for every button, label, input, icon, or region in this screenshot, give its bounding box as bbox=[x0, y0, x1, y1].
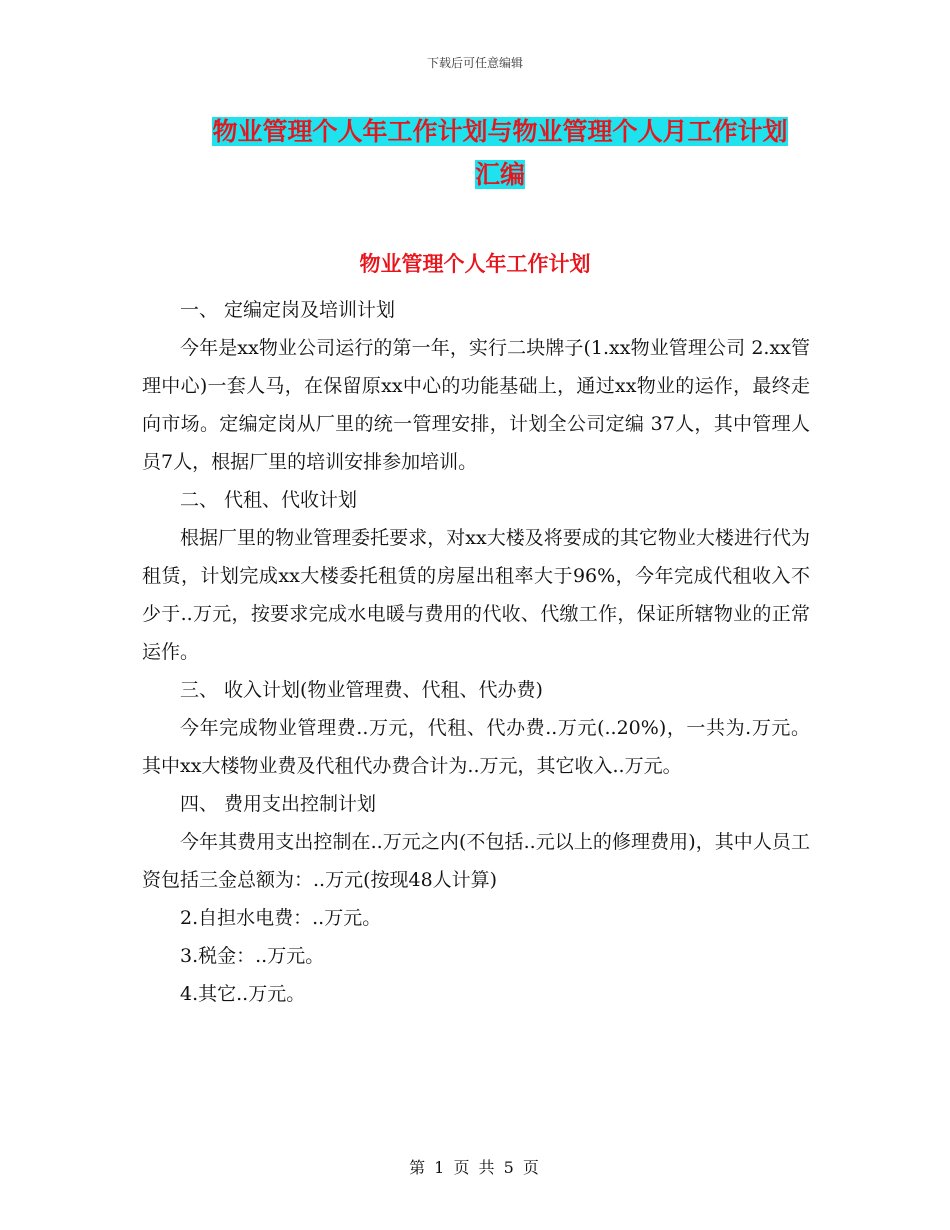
document-body bbox=[142, 291, 810, 1013]
paragraph-income: 今年完成物业管理费..万元，代租、代办费..万元(..20%)，一共为.万元。其中xx大楼物业费及代租代办费合计为..万元，其它收入..万元。 bbox=[142, 717, 810, 777]
heading-expense: 四、 费用支出控制计划 bbox=[180, 793, 377, 815]
paragraph-staffing: 今年是xx物业公司运行的第一年，实行二块牌子(1.xx物业管理公司 2.xx管理中心)一套人马，在保留原xx中心的功能基础上，通过xx物业的运作，最终走向市场。定编定岗从厂里的统一管理安排，计划全公司定编 37人，其中管理人员7人，根据厂里的培训安排参加培训。 bbox=[142, 337, 810, 473]
document-title-line-2: 汇编 bbox=[474, 160, 525, 189]
document-title bbox=[190, 110, 810, 196]
heading-income: 三、 收入计划(物业管理费、代租、代办费) bbox=[180, 679, 543, 701]
document-title-line-1: 物业管理个人年工作计划与物业管理个人月工作计划 bbox=[212, 117, 788, 146]
heading-staffing: 一、 定编定岗及培训计划 bbox=[180, 299, 396, 321]
paragraph-expense: 今年其费用支出控制在..万元之内(不包括..元以上的修理费用)，其中人员工资包括三金总额为：..万元(按现48人计算) bbox=[142, 831, 810, 891]
page-footer: 第 1 页 共 5 页 bbox=[409, 1158, 541, 1177]
list-item-utilities: 2.自担水电费：..万元。 bbox=[180, 907, 382, 929]
heading-leasing: 二、 代租、代收计划 bbox=[180, 489, 358, 511]
paragraph-leasing: 根据厂里的物业管理委托要求，对xx大楼及将要成的其它物业大楼进行代为租赁，计划完成xx大楼委托租赁的房屋出租率大于96%，今年完成代租收入不少于..万元，按要求完成水电暖与费用的代收、代缴工作，保证所辖物业的正常运作。 bbox=[142, 527, 810, 663]
section-title: 物业管理个人年工作计划 bbox=[359, 252, 591, 276]
header-note: 下载后可任意编辑 bbox=[426, 56, 523, 70]
list-item-other: 4.其它..万元。 bbox=[180, 983, 306, 1005]
list-item-tax: 3.税金：..万元。 bbox=[180, 945, 325, 967]
